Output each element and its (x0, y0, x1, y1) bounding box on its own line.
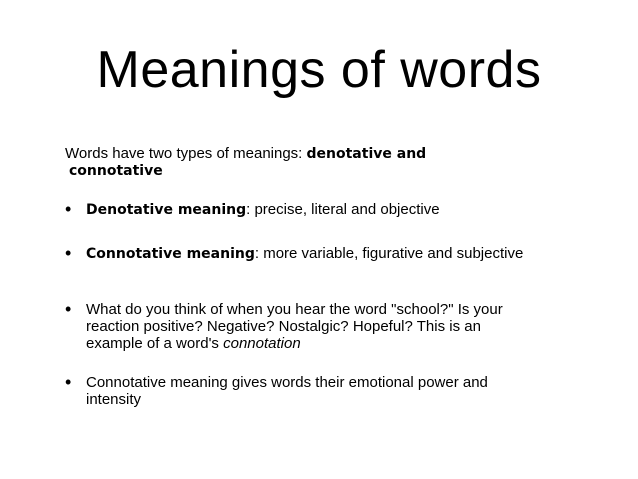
bullet-marker: • (65, 199, 72, 219)
bullet-text: Connotative meaning gives words their emotional power and intensity (86, 374, 488, 408)
bullet-marker: • (65, 243, 72, 263)
bullet-term: Connotative meaning (86, 246, 255, 262)
bullet-school-question (65, 301, 535, 352)
bullet-text (65, 201, 535, 219)
bullet-definition: : more variable, figurative and subjective (254, 245, 524, 262)
bullet-marker: • (65, 372, 72, 392)
bullet-denotative (65, 201, 535, 219)
intro-paragraph (65, 145, 545, 180)
slide-title: Meanings of words (96, 41, 542, 99)
bullet-marker: • (65, 299, 72, 319)
intro-text: Words have two types of meanings: (65, 145, 307, 162)
bullet-italic-term: connotation (223, 335, 301, 352)
bullet-emotional-power (65, 374, 535, 408)
bullet-question-text: What do you think of when you hear the word "school?" Is your reaction positive? Negative? Nostalgic? Hopeful? This is an example of a word's (86, 301, 503, 352)
intro-bold-connotative: connotative (69, 163, 163, 179)
bullet-definition: : precise, literal and objective (246, 201, 440, 218)
bullet-term: Denotative meaning (86, 202, 247, 218)
bullet-text (65, 301, 535, 352)
bullet-connotative (65, 245, 535, 263)
bullet-text (65, 245, 535, 263)
intro-bold-denotative: denotative and (306, 146, 427, 162)
